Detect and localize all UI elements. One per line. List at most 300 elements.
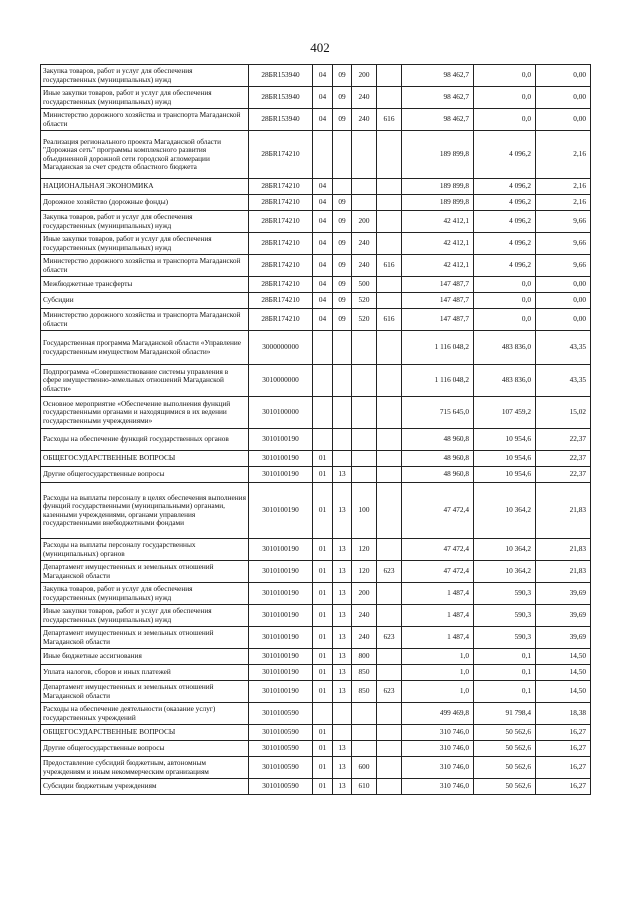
row-section: 04 [313,65,333,87]
row-name: Департамент имущественных и земельных отношений Магаданской области [41,561,249,583]
row-actual: 0,0 [474,293,536,309]
row-actual: 4 096,2 [474,195,536,211]
row-name: Департамент имущественных и земельных отношений Магаданской области [41,681,249,703]
row-expense-type: 200 [352,583,377,605]
row-subsection: 09 [333,255,352,277]
row-actual: 0,1 [474,665,536,681]
row-ministry: 623 [377,627,402,649]
row-percent: 0,00 [536,309,591,331]
row-plan: 1,0 [402,681,474,703]
row-subsection: 13 [333,741,352,757]
table-row [41,429,591,451]
row-expense-type: 240 [352,255,377,277]
row-name: НАЦИОНАЛЬНАЯ ЭКОНОМИКА [41,179,249,195]
table-row [41,627,591,649]
row-code: 3010100190 [249,681,313,703]
row-actual: 4 096,2 [474,131,536,179]
row-code: 3010100190 [249,539,313,561]
row-expense-type: 240 [352,627,377,649]
row-code: 3010100590 [249,725,313,741]
row-expense-type [352,179,377,195]
row-name: Другие общегосударственные вопросы [41,467,249,483]
table-row [41,211,591,233]
row-subsection: 13 [333,583,352,605]
row-expense-type [352,467,377,483]
row-plan: 98 462,7 [402,109,474,131]
row-section: 01 [313,649,333,665]
row-expense-type [352,741,377,757]
row-code: 28БR153940 [249,109,313,131]
row-ministry [377,665,402,681]
row-name: Иные закупки товаров, работ и услуг для обеспечения государственных (муниципальных) нужд [41,87,249,109]
row-ministry [377,87,402,109]
row-code: 3010100590 [249,741,313,757]
table-row [41,233,591,255]
row-plan: 499 469,8 [402,703,474,725]
row-ministry [377,195,402,211]
row-ministry [377,725,402,741]
row-code: 28БR153940 [249,65,313,87]
row-plan: 1 487,4 [402,627,474,649]
row-plan: 310 746,0 [402,779,474,795]
row-name: Уплата налогов, сборов и иных платежей [41,665,249,681]
row-section [313,131,333,179]
row-name: Расходы на обеспечение функций государственных органов [41,429,249,451]
row-expense-type: 240 [352,87,377,109]
row-plan: 98 462,7 [402,87,474,109]
row-plan: 1 487,4 [402,583,474,605]
row-name: Министерство дорожного хозяйства и транспорта Магаданской области [41,309,249,331]
row-code: 3010100000 [249,397,313,429]
table-row [41,309,591,331]
row-actual: 483 836,0 [474,331,536,365]
row-percent: 0,00 [536,293,591,309]
table-row [41,725,591,741]
row-actual: 0,0 [474,87,536,109]
row-plan: 42 412,1 [402,211,474,233]
row-percent: 22,37 [536,451,591,467]
row-name: ОБЩЕГОСУДАРСТВЕННЫЕ ВОПРОСЫ [41,725,249,741]
row-plan: 48 960,8 [402,467,474,483]
row-code: 28БR174210 [249,293,313,309]
row-name: Закупка товаров, работ и услуг для обеспечения государственных (муниципальных) нужд [41,211,249,233]
row-name: Субсидии [41,293,249,309]
row-ministry [377,483,402,539]
row-code: 28БR174210 [249,277,313,293]
row-section: 01 [313,725,333,741]
row-actual: 91 798,4 [474,703,536,725]
row-subsection: 13 [333,665,352,681]
row-subsection: 09 [333,309,352,331]
row-plan: 48 960,8 [402,451,474,467]
table-row [41,277,591,293]
row-expense-type: 120 [352,539,377,561]
row-subsection: 13 [333,779,352,795]
budget-table [40,64,591,795]
row-name: Расходы на выплаты персоналу государственных (муниципальных) органов [41,539,249,561]
table-row [41,779,591,795]
row-expense-type: 850 [352,665,377,681]
row-expense-type [352,365,377,397]
table-row [41,255,591,277]
row-percent: 16,27 [536,741,591,757]
row-subsection: 13 [333,649,352,665]
row-subsection: 13 [333,483,352,539]
row-ministry [377,131,402,179]
table-row [41,397,591,429]
row-plan: 310 746,0 [402,741,474,757]
row-code: 3010100190 [249,467,313,483]
row-percent: 0,00 [536,277,591,293]
row-percent: 9,66 [536,233,591,255]
row-ministry [377,451,402,467]
row-code: 28БR174210 [249,309,313,331]
row-percent: 21,83 [536,539,591,561]
page-number: 402 [310,40,330,55]
row-percent: 22,37 [536,467,591,483]
row-name: Иные закупки товаров, работ и услуг для обеспечения государственных (муниципальных) нужд [41,605,249,627]
row-percent: 16,27 [536,757,591,779]
row-section: 01 [313,681,333,703]
row-percent: 21,83 [536,483,591,539]
row-ministry [377,741,402,757]
row-expense-type: 240 [352,605,377,627]
row-plan: 47 472,4 [402,561,474,583]
row-subsection: 09 [333,65,352,87]
row-ministry [377,649,402,665]
row-code: 3010100190 [249,429,313,451]
row-expense-type [352,331,377,365]
table-row [41,467,591,483]
row-expense-type [352,451,377,467]
row-expense-type: 240 [352,233,377,255]
table-row [41,65,591,87]
row-name: Государственная программа Магаданской области «Управление государственным имуществом Магаданской области» [41,331,249,365]
row-subsection [333,131,352,179]
row-subsection [333,365,352,397]
row-section [313,429,333,451]
row-actual: 590,3 [474,605,536,627]
row-name: Расходы на выплаты персоналу в целях обеспечения выполнения функций государственными (муниципальными) органами, казенными учреждениями, органами управления государственными внебюджетными фондами [41,483,249,539]
row-section: 04 [313,233,333,255]
row-section: 01 [313,665,333,681]
table-row [41,741,591,757]
row-expense-type [352,725,377,741]
row-code: 28БR174210 [249,179,313,195]
row-code: 28БR153940 [249,87,313,109]
row-section: 01 [313,483,333,539]
row-percent: 15,02 [536,397,591,429]
row-ministry [377,539,402,561]
row-code: 3000000000 [249,331,313,365]
row-plan: 48 960,8 [402,429,474,451]
row-actual: 10 954,6 [474,429,536,451]
row-name: ОБЩЕГОСУДАРСТВЕННЫЕ ВОПРОСЫ [41,451,249,467]
row-subsection: 09 [333,233,352,255]
row-plan: 147 487,7 [402,277,474,293]
table-row [41,179,591,195]
row-subsection: 13 [333,539,352,561]
table-row [41,605,591,627]
table-row [41,583,591,605]
row-ministry [377,211,402,233]
row-name: Другие общегосударственные вопросы [41,741,249,757]
row-actual: 590,3 [474,627,536,649]
row-percent: 43,35 [536,365,591,397]
row-plan: 715 645,0 [402,397,474,429]
table-row [41,131,591,179]
row-code: 3010100190 [249,561,313,583]
row-code: 3010100590 [249,757,313,779]
row-section: 04 [313,179,333,195]
row-section: 04 [313,195,333,211]
row-actual: 0,0 [474,309,536,331]
row-section: 01 [313,779,333,795]
row-expense-type: 100 [352,483,377,539]
row-ministry [377,429,402,451]
row-ministry [377,397,402,429]
row-code: 28БR174210 [249,131,313,179]
row-section: 01 [313,583,333,605]
row-subsection [333,451,352,467]
table-row [41,757,591,779]
row-plan: 310 746,0 [402,757,474,779]
row-code: 28БR174210 [249,195,313,211]
row-percent: 0,00 [536,109,591,131]
row-subsection: 09 [333,293,352,309]
row-actual: 50 562,6 [474,725,536,741]
row-section: 04 [313,211,333,233]
row-name: Закупка товаров, работ и услуг для обеспечения государственных (муниципальных) нужд [41,65,249,87]
table-row [41,195,591,211]
table-row [41,293,591,309]
row-subsection: 13 [333,561,352,583]
table-row [41,649,591,665]
row-section: 01 [313,467,333,483]
row-expense-type: 800 [352,649,377,665]
row-subsection [333,179,352,195]
row-expense-type: 200 [352,65,377,87]
row-name: Субсидии бюджетным учреждениям [41,779,249,795]
row-name: Закупка товаров, работ и услуг для обеспечения государственных (муниципальных) нужд [41,583,249,605]
row-subsection [333,725,352,741]
row-expense-type [352,131,377,179]
row-ministry: 623 [377,681,402,703]
row-code: 3010100190 [249,649,313,665]
row-name: Министерство дорожного хозяйства и транспорта Магаданской области [41,109,249,131]
row-expense-type: 240 [352,109,377,131]
row-section: 04 [313,309,333,331]
row-actual: 50 562,6 [474,779,536,795]
row-name: Дорожное хозяйство (дорожные фонды) [41,195,249,211]
row-actual: 0,0 [474,65,536,87]
row-percent: 2,16 [536,131,591,179]
row-section: 01 [313,605,333,627]
row-actual: 0,0 [474,109,536,131]
row-section [313,331,333,365]
row-percent: 22,37 [536,429,591,451]
row-percent: 18,38 [536,703,591,725]
row-expense-type: 610 [352,779,377,795]
row-percent: 21,83 [536,561,591,583]
row-percent: 14,50 [536,649,591,665]
row-plan: 1,0 [402,665,474,681]
row-code: 28БR174210 [249,211,313,233]
table-row [41,703,591,725]
row-ministry [377,233,402,255]
row-subsection: 09 [333,87,352,109]
row-code: 3010000000 [249,365,313,397]
row-expense-type: 600 [352,757,377,779]
row-expense-type [352,195,377,211]
row-section: 04 [313,87,333,109]
row-actual: 4 096,2 [474,233,536,255]
row-ministry [377,277,402,293]
row-ministry [377,467,402,483]
row-percent: 16,27 [536,779,591,795]
row-section [313,703,333,725]
row-plan: 189 899,8 [402,131,474,179]
row-actual: 590,3 [474,583,536,605]
row-actual: 107 459,2 [474,397,536,429]
row-name: Основное мероприятие «Обеспечение выполнения функций государственными органами и находящимися в их ведении государственными учреждениями» [41,397,249,429]
table-row [41,451,591,467]
row-name: Предоставление субсидий бюджетным, автономным учреждениям и иным некоммерческим организациям [41,757,249,779]
table-row [41,109,591,131]
row-actual: 10 364,2 [474,539,536,561]
row-percent: 2,16 [536,195,591,211]
row-actual: 10 364,2 [474,483,536,539]
row-percent: 0,00 [536,65,591,87]
row-plan: 189 899,8 [402,195,474,211]
row-section [313,397,333,429]
table-row [41,539,591,561]
row-percent: 2,16 [536,179,591,195]
row-ministry [377,293,402,309]
row-code: 3010100190 [249,483,313,539]
row-percent: 0,00 [536,87,591,109]
row-ministry [377,179,402,195]
row-ministry [377,583,402,605]
row-percent: 39,69 [536,627,591,649]
table-row [41,681,591,703]
row-section: 04 [313,277,333,293]
row-expense-type: 850 [352,681,377,703]
row-plan: 98 462,7 [402,65,474,87]
row-ministry [377,65,402,87]
row-section: 01 [313,539,333,561]
row-subsection [333,331,352,365]
row-ministry [377,779,402,795]
row-expense-type: 120 [352,561,377,583]
row-actual: 10 954,6 [474,467,536,483]
row-ministry: 616 [377,255,402,277]
row-name: Департамент имущественных и земельных отношений Магаданской области [41,627,249,649]
row-code: 3010100590 [249,703,313,725]
row-section: 01 [313,757,333,779]
row-section: 04 [313,109,333,131]
row-subsection [333,397,352,429]
table-row [41,365,591,397]
row-actual: 50 562,6 [474,741,536,757]
row-code: 3010100190 [249,627,313,649]
row-code: 3010100190 [249,583,313,605]
row-expense-type [352,397,377,429]
row-plan: 147 487,7 [402,293,474,309]
row-plan: 1 116 048,2 [402,365,474,397]
row-ministry [377,703,402,725]
row-plan: 147 487,7 [402,309,474,331]
row-actual: 0,0 [474,277,536,293]
row-percent: 9,66 [536,255,591,277]
row-name: Министерство дорожного хозяйства и транспорта Магаданской области [41,255,249,277]
row-plan: 47 472,4 [402,483,474,539]
row-section: 04 [313,293,333,309]
row-expense-type: 200 [352,211,377,233]
row-subsection: 13 [333,605,352,627]
row-ministry [377,757,402,779]
row-percent: 14,50 [536,681,591,703]
row-expense-type: 520 [352,309,377,331]
row-name: Подпрограмма «Совершенствование системы управления в сфере имущественно-земельных отношений Магаданской области» [41,365,249,397]
row-expense-type: 520 [352,293,377,309]
row-name: Иные закупки товаров, работ и услуг для обеспечения государственных (муниципальных) нужд [41,233,249,255]
row-plan: 310 746,0 [402,725,474,741]
row-percent: 43,35 [536,331,591,365]
row-percent: 16,27 [536,725,591,741]
row-section: 04 [313,255,333,277]
table-row [41,483,591,539]
row-plan: 42 412,1 [402,255,474,277]
row-subsection: 13 [333,467,352,483]
row-subsection: 09 [333,195,352,211]
row-actual: 10 954,6 [474,451,536,467]
row-ministry [377,605,402,627]
row-code: 3010100190 [249,605,313,627]
row-ministry: 623 [377,561,402,583]
row-actual: 4 096,2 [474,211,536,233]
row-actual: 0,1 [474,649,536,665]
table-row [41,331,591,365]
row-percent: 14,50 [536,665,591,681]
row-plan: 47 472,4 [402,539,474,561]
row-ministry: 616 [377,309,402,331]
row-plan: 42 412,1 [402,233,474,255]
row-section: 01 [313,627,333,649]
row-subsection: 13 [333,627,352,649]
row-plan: 1 116 048,2 [402,331,474,365]
row-actual: 483 836,0 [474,365,536,397]
row-code: 3010100190 [249,451,313,467]
row-actual: 50 562,6 [474,757,536,779]
row-ministry [377,331,402,365]
row-actual: 4 096,2 [474,255,536,277]
row-ministry [377,365,402,397]
row-subsection [333,429,352,451]
row-ministry: 616 [377,109,402,131]
row-subsection: 09 [333,277,352,293]
table-row [41,87,591,109]
row-actual: 10 364,2 [474,561,536,583]
row-section: 01 [313,741,333,757]
row-subsection: 09 [333,109,352,131]
row-subsection: 13 [333,757,352,779]
row-expense-type [352,703,377,725]
row-code: 28БR174210 [249,233,313,255]
row-name: Реализация регионального проекта Магаданской области "Дорожная сеть" программы комплексного развития объединенной дорожной сети городской агломерации Магаданская за счет средств областного бюджета [41,131,249,179]
row-plan: 1 487,4 [402,605,474,627]
row-subsection [333,703,352,725]
